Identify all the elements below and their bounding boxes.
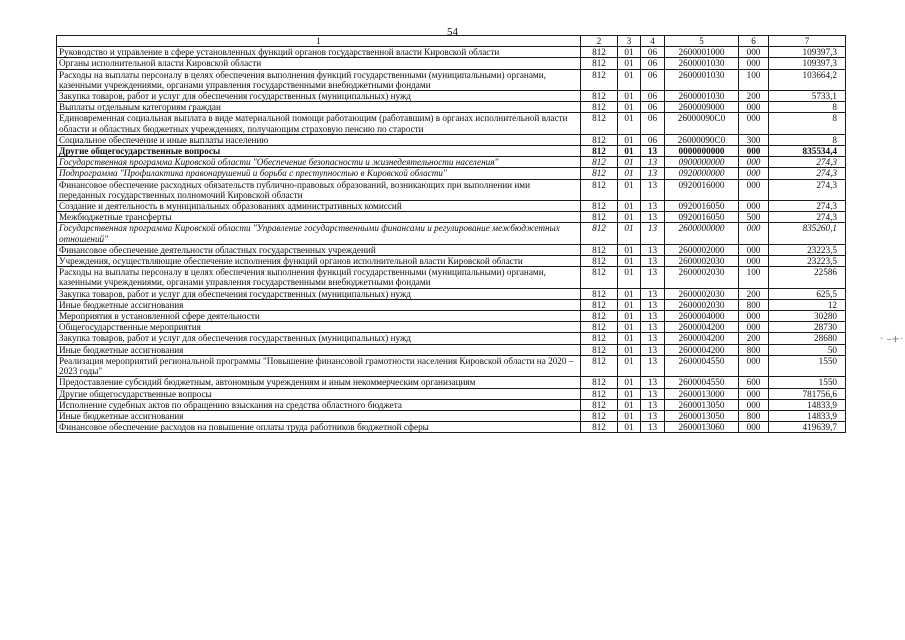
row-target-article-cell: 26000090С0 [665, 113, 739, 134]
row-name-cell: Другие общегосударственные вопросы [57, 146, 581, 157]
row-expense-type-cell: 000 [739, 157, 769, 168]
row-admin-code-cell: 812 [581, 399, 618, 410]
row-target-article-cell: 2600013000 [665, 388, 739, 399]
row-expense-type-cell: 000 [739, 223, 769, 244]
row-section-cell: 01 [618, 179, 641, 200]
row-section-cell: 01 [618, 322, 641, 333]
row-subsection-cell: 13 [641, 355, 665, 376]
row-admin-code-cell: 812 [581, 333, 618, 344]
row-amount-cell: 274,3 [769, 179, 846, 200]
column-header: 5 [665, 36, 739, 47]
row-admin-code-cell: 812 [581, 102, 618, 113]
row-name-cell: Расходы на выплаты персоналу в целях обеспечения выполнения функций государственными (муниципальными) органами, казенными учреждениями, органами управления государственными внебюджетными фондами [57, 69, 581, 90]
table-row [57, 146, 846, 157]
row-admin-code-cell: 812 [581, 344, 618, 355]
row-admin-code-cell: 812 [581, 422, 618, 433]
row-subsection-cell: 06 [641, 134, 665, 145]
row-name-cell: Государственная программа Кировской области "Обеспечение безопасности и жизнедеятельности населения" [57, 157, 581, 168]
row-name-cell: Единовременная социальная выплата в виде материальной помощи работающим (работавшим) в органах исполнительной власти области и областных бюджетных учреждениях, получающим страховую пенсию по старости [57, 113, 581, 134]
row-section-cell: 01 [618, 91, 641, 102]
scan-mark: · –+· [880, 334, 903, 345]
table-row [57, 399, 846, 410]
row-section-cell: 01 [618, 311, 641, 322]
row-name-cell: Иные бюджетные ассигнования [57, 410, 581, 421]
row-amount-cell: 835260,1 [769, 223, 846, 244]
row-section-cell: 01 [618, 113, 641, 134]
row-subsection-cell: 13 [641, 399, 665, 410]
row-section-cell: 01 [618, 267, 641, 288]
row-name-cell: Социальное обеспечение и иные выплаты населению [57, 134, 581, 145]
row-name-cell: Реализация мероприятий региональной программы "Повышение финансовой грамотности населения Кировской области на 2020 – 2023 годы" [57, 355, 581, 376]
row-target-article-cell: 0920016050 [665, 212, 739, 223]
row-admin-code-cell: 812 [581, 157, 618, 168]
row-subsection-cell: 13 [641, 267, 665, 288]
row-name-cell: Финансовое обеспечение расходных обязательств публично-правовых образований, возникающих при выполнении ими переданных государственных полномочий Кировской области [57, 179, 581, 200]
row-expense-type-cell: 100 [739, 69, 769, 90]
table-row [57, 134, 846, 145]
table-row [57, 288, 846, 299]
row-expense-type-cell: 800 [739, 410, 769, 421]
row-section-cell: 01 [618, 134, 641, 145]
row-name-cell: Иные бюджетные ассигнования [57, 299, 581, 310]
row-name-cell: Финансовое обеспечение деятельности областных государственных учреждений [57, 244, 581, 255]
row-name-cell: Межбюджетные трансферты [57, 212, 581, 223]
row-amount-cell: 14833,9 [769, 399, 846, 410]
row-expense-type-cell: 200 [739, 91, 769, 102]
row-target-article-cell: 2600004200 [665, 333, 739, 344]
row-target-article-cell: 2600013060 [665, 422, 739, 433]
table-row [57, 267, 846, 288]
row-name-cell: Предоставление субсидий бюджетным, автономным учреждениям и иным некоммерческим организациям [57, 377, 581, 388]
table-row [57, 355, 846, 376]
row-section-cell: 01 [618, 223, 641, 244]
row-name-cell: Финансовое обеспечение расходов на повышение оплаты труда работников бюджетной сферы [57, 422, 581, 433]
row-amount-cell: 23223,5 [769, 256, 846, 267]
row-admin-code-cell: 812 [581, 288, 618, 299]
table-row [57, 91, 846, 102]
row-subsection-cell: 13 [641, 157, 665, 168]
row-name-cell: Подпрограмма "Профилактика правонарушений и борьба с преступностью в Кировской области" [57, 168, 581, 179]
table-row [57, 377, 846, 388]
table-row [57, 113, 846, 134]
row-subsection-cell: 13 [641, 244, 665, 255]
budget-table [56, 35, 846, 433]
row-name-cell: Выплаты отдельным категориям граждан [57, 102, 581, 113]
row-subsection-cell: 13 [641, 288, 665, 299]
table-row [57, 299, 846, 310]
table-row [57, 256, 846, 267]
row-amount-cell: 274,3 [769, 157, 846, 168]
row-name-cell: Закупка товаров, работ и услуг для обеспечения государственных (муниципальных) нужд [57, 288, 581, 299]
row-expense-type-cell: 100 [739, 267, 769, 288]
row-target-article-cell: 2600002030 [665, 267, 739, 288]
row-amount-cell: 103664,2 [769, 69, 846, 90]
row-subsection-cell: 13 [641, 168, 665, 179]
row-section-cell: 01 [618, 333, 641, 344]
row-target-article-cell: 0920016050 [665, 201, 739, 212]
row-target-article-cell: 2600002000 [665, 244, 739, 255]
row-expense-type-cell: 000 [739, 399, 769, 410]
row-expense-type-cell: 000 [739, 102, 769, 113]
row-amount-cell: 8 [769, 102, 846, 113]
row-target-article-cell: 2600013050 [665, 399, 739, 410]
row-admin-code-cell: 812 [581, 256, 618, 267]
column-header: 7 [769, 36, 846, 47]
row-expense-type-cell: 000 [739, 168, 769, 179]
row-name-cell: Общегосударственные мероприятия [57, 322, 581, 333]
row-subsection-cell: 13 [641, 322, 665, 333]
row-target-article-cell: 0000000000 [665, 146, 739, 157]
row-amount-cell: 781756,6 [769, 388, 846, 399]
row-expense-type-cell: 000 [739, 322, 769, 333]
row-section-cell: 01 [618, 69, 641, 90]
row-admin-code-cell: 812 [581, 168, 618, 179]
row-section-cell: 01 [618, 388, 641, 399]
row-admin-code-cell: 812 [581, 311, 618, 322]
row-amount-cell: 419639,7 [769, 422, 846, 433]
column-header: 4 [641, 36, 665, 47]
row-subsection-cell: 06 [641, 91, 665, 102]
row-section-cell: 01 [618, 288, 641, 299]
row-admin-code-cell: 812 [581, 58, 618, 69]
row-section-cell: 01 [618, 102, 641, 113]
row-target-article-cell: 2600001030 [665, 69, 739, 90]
table-row [57, 69, 846, 90]
row-target-article-cell: 2600004550 [665, 355, 739, 376]
row-admin-code-cell: 812 [581, 113, 618, 134]
row-target-article-cell: 2600004000 [665, 311, 739, 322]
row-expense-type-cell: 800 [739, 299, 769, 310]
row-subsection-cell: 06 [641, 69, 665, 90]
row-expense-type-cell: 000 [739, 58, 769, 69]
row-admin-code-cell: 812 [581, 388, 618, 399]
row-target-article-cell: 2600002030 [665, 299, 739, 310]
row-section-cell: 01 [618, 168, 641, 179]
row-amount-cell: 625,5 [769, 288, 846, 299]
row-expense-type-cell: 000 [739, 179, 769, 200]
row-subsection-cell: 06 [641, 113, 665, 134]
row-expense-type-cell: 000 [739, 244, 769, 255]
row-section-cell: 01 [618, 399, 641, 410]
row-amount-cell: 12 [769, 299, 846, 310]
row-section-cell: 01 [618, 212, 641, 223]
row-target-article-cell: 2600013050 [665, 410, 739, 421]
row-expense-type-cell: 300 [739, 134, 769, 145]
table-row [57, 201, 846, 212]
row-name-cell: Другие общегосударственные вопросы [57, 388, 581, 399]
page-number: 54 [447, 26, 458, 38]
row-section-cell: 01 [618, 410, 641, 421]
table-row [57, 58, 846, 69]
row-amount-cell: 28680 [769, 333, 846, 344]
row-amount-cell: 274,3 [769, 201, 846, 212]
row-target-article-cell: 2600001000 [665, 47, 739, 58]
row-amount-cell: 50 [769, 344, 846, 355]
row-name-cell: Закупка товаров, работ и услуг для обеспечения государственных (муниципальных) нужд [57, 333, 581, 344]
row-expense-type-cell: 000 [739, 311, 769, 322]
row-subsection-cell: 13 [641, 256, 665, 267]
row-expense-type-cell: 000 [739, 388, 769, 399]
row-expense-type-cell: 000 [739, 146, 769, 157]
row-admin-code-cell: 812 [581, 322, 618, 333]
row-admin-code-cell: 812 [581, 201, 618, 212]
row-expense-type-cell: 200 [739, 288, 769, 299]
row-name-cell: Органы исполнительной власти Кировской области [57, 58, 581, 69]
row-expense-type-cell: 000 [739, 201, 769, 212]
row-admin-code-cell: 812 [581, 410, 618, 421]
row-admin-code-cell: 812 [581, 146, 618, 157]
row-amount-cell: 109397,3 [769, 58, 846, 69]
row-admin-code-cell: 812 [581, 69, 618, 90]
row-admin-code-cell: 812 [581, 267, 618, 288]
row-admin-code-cell: 812 [581, 223, 618, 244]
row-target-article-cell: 2600004200 [665, 344, 739, 355]
row-expense-type-cell: 200 [739, 333, 769, 344]
row-amount-cell: 22586 [769, 267, 846, 288]
row-target-article-cell: 2600001030 [665, 91, 739, 102]
table-row [57, 157, 846, 168]
table-row [57, 244, 846, 255]
row-expense-type-cell: 000 [739, 256, 769, 267]
row-section-cell: 01 [618, 157, 641, 168]
row-amount-cell: 8 [769, 134, 846, 145]
row-subsection-cell: 13 [641, 201, 665, 212]
row-amount-cell: 14833,9 [769, 410, 846, 421]
row-admin-code-cell: 812 [581, 179, 618, 200]
row-admin-code-cell: 812 [581, 244, 618, 255]
row-admin-code-cell: 812 [581, 355, 618, 376]
row-subsection-cell: 13 [641, 146, 665, 157]
row-target-article-cell: 2600009000 [665, 102, 739, 113]
row-admin-code-cell: 812 [581, 47, 618, 58]
row-expense-type-cell: 000 [739, 47, 769, 58]
row-amount-cell: 23223,5 [769, 244, 846, 255]
row-expense-type-cell: 600 [739, 377, 769, 388]
row-subsection-cell: 06 [641, 47, 665, 58]
column-header: 1 [57, 36, 581, 47]
row-name-cell: Исполнение судебных актов по обращению взыскания на средства областного бюджета [57, 399, 581, 410]
row-section-cell: 01 [618, 58, 641, 69]
row-subsection-cell: 13 [641, 179, 665, 200]
table-row [57, 322, 846, 333]
table-row [57, 223, 846, 244]
row-subsection-cell: 13 [641, 333, 665, 344]
row-admin-code-cell: 812 [581, 91, 618, 102]
table-row [57, 422, 846, 433]
row-target-article-cell: 2600000000 [665, 223, 739, 244]
row-target-article-cell: 0920000000 [665, 168, 739, 179]
row-section-cell: 01 [618, 299, 641, 310]
row-subsection-cell: 13 [641, 344, 665, 355]
row-target-article-cell: 2600002030 [665, 288, 739, 299]
row-expense-type-cell: 800 [739, 344, 769, 355]
row-target-article-cell: 26000090С0 [665, 134, 739, 145]
row-section-cell: 01 [618, 47, 641, 58]
row-section-cell: 01 [618, 201, 641, 212]
row-subsection-cell: 13 [641, 311, 665, 322]
row-name-cell: Учреждения, осуществляющие обеспечение исполнения функций органов исполнительной власти Кировской области [57, 256, 581, 267]
row-name-cell: Мероприятия в установленной сфере деятельности [57, 311, 581, 322]
table-row [57, 388, 846, 399]
row-subsection-cell: 06 [641, 102, 665, 113]
row-amount-cell: 835534,4 [769, 146, 846, 157]
row-section-cell: 01 [618, 256, 641, 267]
row-section-cell: 01 [618, 422, 641, 433]
row-admin-code-cell: 812 [581, 299, 618, 310]
row-expense-type-cell: 500 [739, 212, 769, 223]
row-subsection-cell: 13 [641, 212, 665, 223]
table-row [57, 102, 846, 113]
row-amount-cell: 109397,3 [769, 47, 846, 58]
row-name-cell: Закупка товаров, работ и услуг для обеспечения государственных (муниципальных) нужд [57, 91, 581, 102]
row-amount-cell: 1550 [769, 377, 846, 388]
row-amount-cell: 1550 [769, 355, 846, 376]
row-amount-cell: 30280 [769, 311, 846, 322]
row-amount-cell: 274,3 [769, 212, 846, 223]
row-admin-code-cell: 812 [581, 212, 618, 223]
row-target-article-cell: 2600002030 [665, 256, 739, 267]
row-name-cell: Руководство и управление в сфере установленных функций органов государственной власти Кировской области [57, 47, 581, 58]
row-section-cell: 01 [618, 377, 641, 388]
row-name-cell: Расходы на выплаты персоналу в целях обеспечения выполнения функций государственными (муниципальными) органами, казенными учреждениями, органами управления государственными внебюджетными фондами [57, 267, 581, 288]
table-row [57, 311, 846, 322]
row-target-article-cell: 2600001030 [665, 58, 739, 69]
row-target-article-cell: 0920016000 [665, 179, 739, 200]
row-target-article-cell: 0900000000 [665, 157, 739, 168]
row-subsection-cell: 13 [641, 410, 665, 421]
column-header: 3 [618, 36, 641, 47]
table-row [57, 333, 846, 344]
row-admin-code-cell: 812 [581, 377, 618, 388]
row-name-cell: Государственная программа Кировской области "Управление государственными финансами и регулирование межбюджетных отношений" [57, 223, 581, 244]
row-section-cell: 01 [618, 344, 641, 355]
header-row [57, 36, 846, 47]
row-subsection-cell: 13 [641, 299, 665, 310]
row-amount-cell: 28730 [769, 322, 846, 333]
row-name-cell: Иные бюджетные ассигнования [57, 344, 581, 355]
table-row [57, 179, 846, 200]
table-row [57, 212, 846, 223]
row-amount-cell: 5733,1 [769, 91, 846, 102]
row-subsection-cell: 06 [641, 58, 665, 69]
row-subsection-cell: 13 [641, 422, 665, 433]
row-admin-code-cell: 812 [581, 134, 618, 145]
row-amount-cell: 8 [769, 113, 846, 134]
row-target-article-cell: 2600004200 [665, 322, 739, 333]
column-header: 2 [581, 36, 618, 47]
row-subsection-cell: 13 [641, 223, 665, 244]
row-amount-cell: 274,3 [769, 168, 846, 179]
row-section-cell: 01 [618, 146, 641, 157]
column-header: 6 [739, 36, 769, 47]
row-subsection-cell: 13 [641, 388, 665, 399]
table-row [57, 47, 846, 58]
table-row [57, 344, 846, 355]
row-expense-type-cell: 000 [739, 113, 769, 134]
row-section-cell: 01 [618, 244, 641, 255]
row-name-cell: Создание и деятельность в муниципальных образованиях административных комиссий [57, 201, 581, 212]
row-expense-type-cell: 000 [739, 355, 769, 376]
row-section-cell: 01 [618, 355, 641, 376]
row-subsection-cell: 13 [641, 377, 665, 388]
table-row [57, 410, 846, 421]
row-target-article-cell: 2600004550 [665, 377, 739, 388]
row-expense-type-cell: 000 [739, 422, 769, 433]
table-row [57, 168, 846, 179]
